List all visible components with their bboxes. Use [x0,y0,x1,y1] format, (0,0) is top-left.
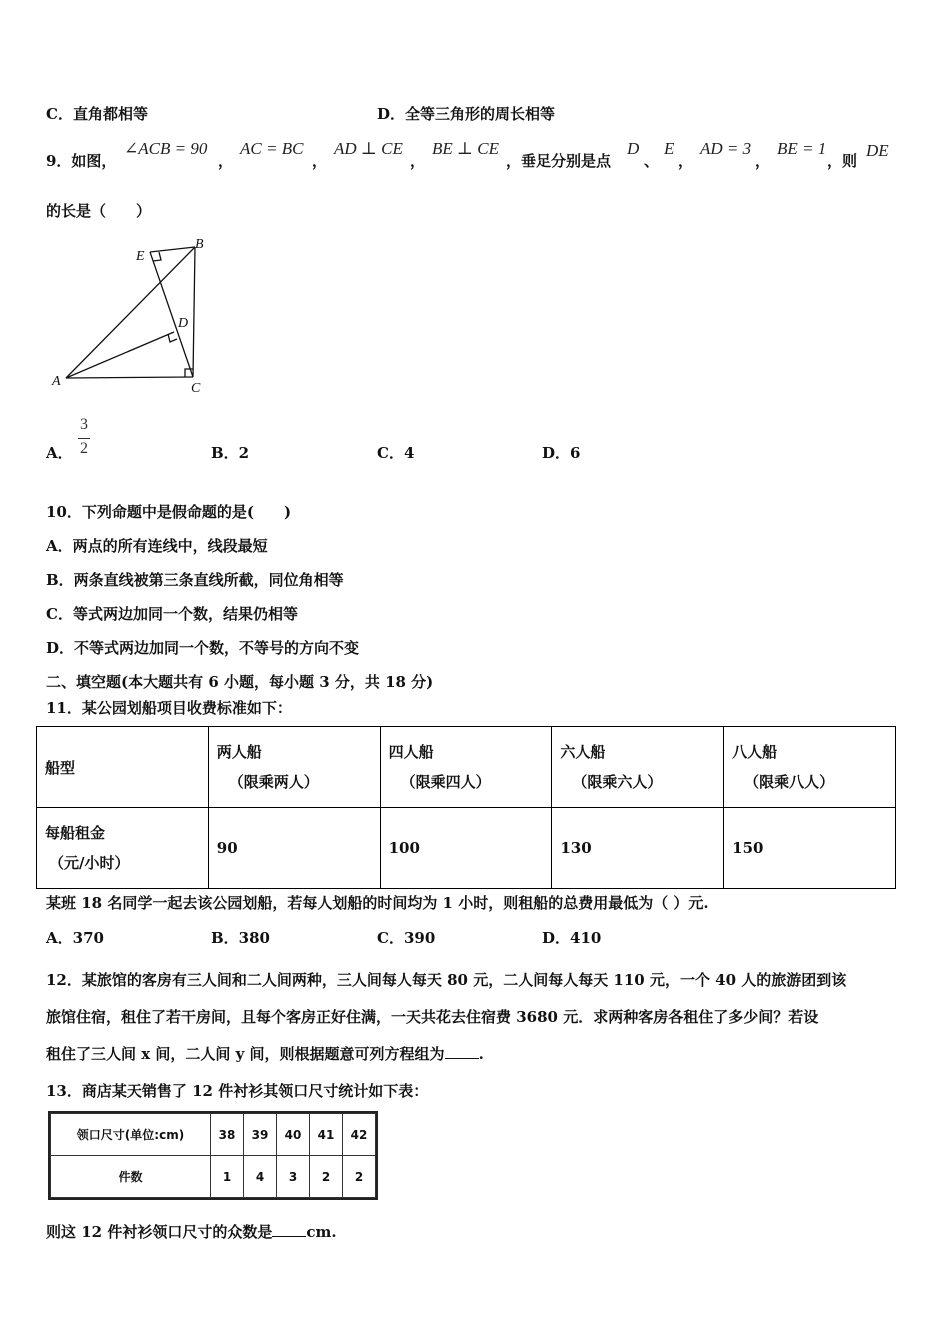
size-cell: 40 [277,1114,310,1156]
table-row [51,1114,376,1156]
boat-name: 四人船 [388,743,434,761]
boat-name: 两人船 [216,743,262,761]
right-angle-d [168,334,177,342]
header-four-person-boat [380,727,552,808]
q9-line2: 的长是（ ） [46,202,152,220]
line-ac [66,377,193,378]
q11-option-c: C．390 [377,929,436,947]
q9-option-d: D．6 [542,444,581,462]
q9-be-value: BE = 1 [777,139,827,158]
line-bc [193,247,195,377]
boat-capacity: （限乘两人） [228,773,319,791]
q12-line3 [46,1043,484,1064]
answer-blank [272,1222,306,1237]
q9-sep: 、 [644,152,660,170]
right-angle-e [153,252,161,261]
q9-then: ，则 [827,152,858,170]
q12-line3-text: 租住了三人间 x 间，二人间 y 间，则根据题意可列方程组为 [46,1045,445,1063]
count-cell: 2 [343,1156,376,1198]
table-row [51,1156,376,1198]
q9-foot-text: ，垂足分别是点 [506,152,612,170]
count-cell: 4 [244,1156,277,1198]
size-cell: 41 [310,1114,343,1156]
line-ad [66,332,174,378]
fraction-bar [78,438,90,439]
q9-ad-perp-ce: AD ⊥ CE [334,139,403,158]
q11-option-a: A．370 [46,929,104,947]
rent-label-1: 每船租金 [45,824,106,842]
header-two-person-boat [208,727,380,808]
table-row [37,727,896,808]
price-cell: 100 [380,808,552,889]
answer-blank [445,1044,479,1059]
boat-name: 八人船 [732,743,778,761]
price-cell: 90 [208,808,380,889]
label-b: B [195,237,204,252]
boat-capacity: （限乘六人） [572,773,663,791]
count-cell: 2 [310,1156,343,1198]
q11-option-d: D．410 [542,929,602,947]
q12-line1: 12．某旅馆的客房有三人间和二人间两种，三人间每人每天 80 元，二人间每人每天 110 元，一个 40 人的旅游团到该 [46,971,847,989]
q9-triangle-figure [40,232,220,400]
rent-label-2: （元/小时） [49,854,130,872]
q11-stem: 11．某公园划船项目收费标准如下： [46,699,292,717]
q9-comma: ， [218,152,234,170]
q9-option-a-label: A． [46,444,73,462]
fraction-numerator: 3 [80,416,88,433]
q8-option-d: D．全等三角形的周长相等 [377,105,556,123]
q10-option-a: A．两点的所有连线中，线段最短 [46,537,268,555]
q12-line2: 旅馆住宿，租住了若干房间，且每个客房正好住满，一天共花去住宿费 3680 元．求两种客房各租住了多少间？若设 [46,1008,819,1026]
q9-angle-acb: ∠ACB = 90 [124,139,208,158]
header-boat-type [37,727,209,808]
table-row [37,808,896,889]
q11-question: 某班 18 名同学一起去该公园划船，若每人划船的时间均为 1 小时，则租船的总费用最低为（ ）元. [46,894,709,912]
q9-prefix: 9．如图， [46,152,117,170]
q10-stem: 10．下列命题中是假命题的是( ) [46,503,292,521]
q9-ad-value: AD = 3 [700,139,752,158]
boat-price-table [36,726,896,889]
section-2-heading: 二、填空题(本大题共有 6 小题，每小题 3 分，共 18 分) [46,673,434,691]
label-d: D [178,316,189,331]
price-cell: 130 [552,808,724,889]
q9-comma: ， [755,152,771,170]
q9-option-b: B．2 [211,444,250,462]
q10-option-b: B．两条直线被第三条直线所截，同位角相等 [46,571,344,589]
q10-option-d: D．不等式两边加同一个数，不等号的方向不变 [46,639,360,657]
collar-size-table [48,1111,378,1200]
q9-be-perp-ce: BE ⊥ CE [432,139,499,158]
q9-comma: ， [410,152,426,170]
line-ab [66,247,195,378]
q13-answer-line [46,1221,337,1242]
label-e: E [136,249,145,264]
size-cell: 39 [244,1114,277,1156]
boat-capacity: （限乘四人） [400,773,491,791]
price-cell: 150 [724,808,896,889]
q13-answer-prefix: 则这 12 件衬衫领口尺寸的众数是 [46,1223,273,1241]
q9-de: DE [866,141,889,160]
q8-option-c: C．直角都相等 [46,105,148,123]
q9-point-e: E [664,139,675,158]
boat-capacity: （限乘八人） [744,773,835,791]
q13-stem: 13．商店某天销售了 12 件衬衫其领口尺寸统计如下表： [46,1082,429,1100]
header-eight-person-boat [724,727,896,808]
q9-option-c: C．4 [377,444,415,462]
size-cell: 38 [211,1114,244,1156]
label-a: A [52,374,61,389]
rent-label [37,808,209,889]
q9-point-d: D [627,139,640,158]
line-be [150,247,195,252]
q13-answer-suffix: cm. [306,1223,337,1241]
label-c: C [191,381,201,396]
count-cell: 3 [277,1156,310,1198]
q9-comma: ， [678,152,694,170]
q10-option-c: C．等式两边加同一个数，结果仍相等 [46,605,298,623]
q9-ac-bc: AC = BC [240,139,304,158]
header-count: 件数 [51,1156,211,1198]
q11-option-b: B．380 [211,929,270,947]
fraction-denominator: 2 [80,440,88,457]
q12-line3-end: . [478,1045,484,1063]
size-cell: 42 [343,1114,376,1156]
header-collar-size: 领口尺寸(单位:cm) [51,1114,211,1156]
header-six-person-boat [552,727,724,808]
cell-text: 船型 [45,758,76,777]
boat-name: 六人船 [560,743,606,761]
count-cell: 1 [211,1156,244,1198]
q9-comma: ， [312,152,328,170]
